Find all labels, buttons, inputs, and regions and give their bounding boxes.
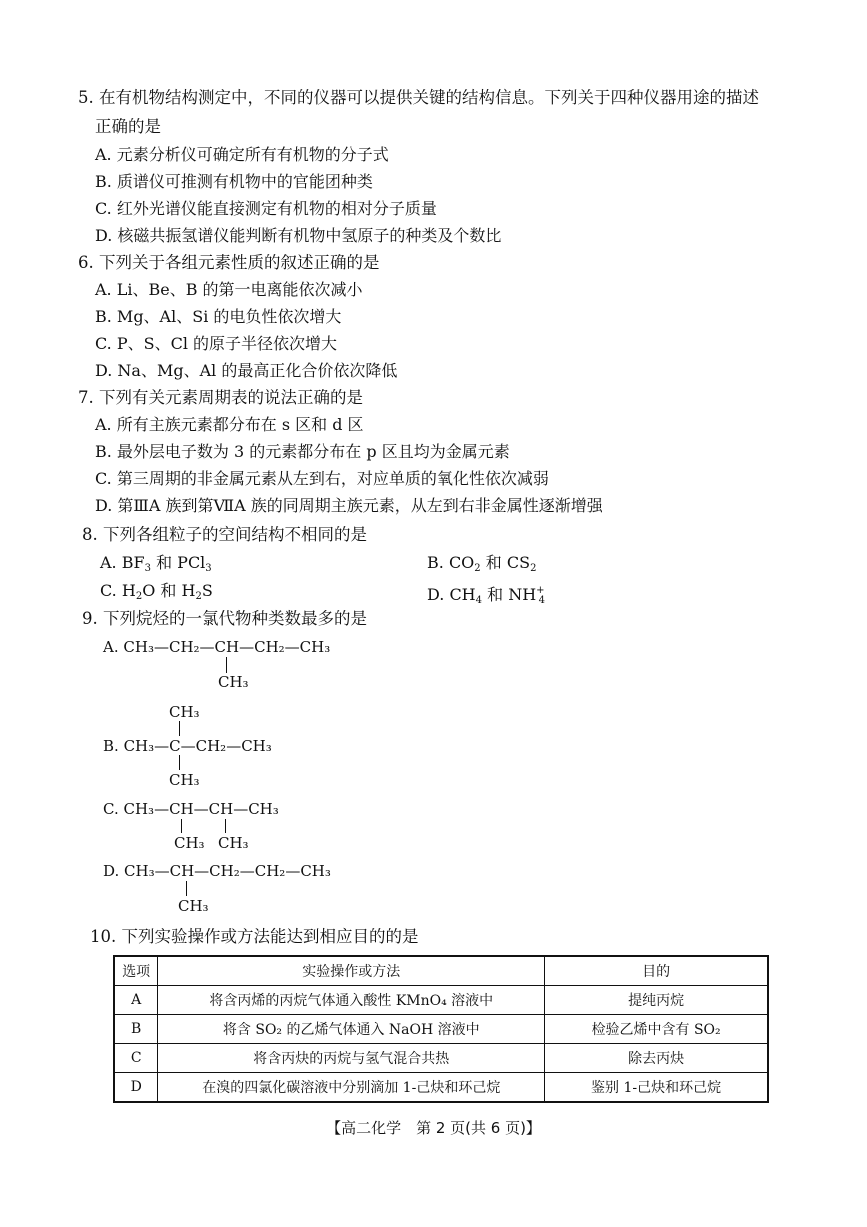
q5-option-d: D. 核磁共振氢谱仪能判断有机物中氢原子的种类及个数比 [95, 226, 502, 245]
row-purpose: 提纯丙烷 [545, 986, 768, 1015]
q6-option-a: A. Li、Be、B 的第一电离能依次减小 [95, 280, 363, 299]
q9-c-formula: C. CH₃—CH—CH—CH₃ [103, 800, 279, 818]
row-purpose: 检验乙烯中含有 SO₂ [545, 1015, 768, 1044]
row-option: B [114, 1015, 158, 1044]
q9-c-bond-2 [225, 819, 226, 833]
row-option: D [114, 1073, 158, 1103]
q8-option-b: B. $CO_2$ 和 $CS_2$ [427, 553, 537, 574]
q10-stem: 10. 下列实验操作或方法能达到相应目的的是 [90, 927, 419, 946]
q8-option-a: A. $BF_3$ 和 PCl$_3$ [100, 553, 212, 574]
q7-option-d: D. 第ⅢA 族到第ⅦA 族的同周期主族元素，从左到右非金属性逐渐增强 [95, 496, 603, 515]
row-option: C [114, 1044, 158, 1073]
q8-stem: 8. 下列各组粒子的空间结构不相同的是 [82, 525, 367, 544]
row-purpose: 除去丙炔 [545, 1044, 768, 1073]
q9-a-formula: A. CH₃—CH₂—CH—CH₂—CH₃ [103, 638, 331, 656]
row-method: 将含 SO₂ 的乙烯气体通入 NaOH 溶液中 [158, 1015, 545, 1044]
q9-b-bond-top [179, 721, 180, 736]
q7-option-a: A. 所有主族元素都分布在 s 区和 d 区 [95, 415, 364, 434]
header-purpose: 目的 [545, 956, 768, 986]
q5-option-c: C. 红外光谱仪能直接测定有机物的相对分子质量 [95, 199, 437, 218]
table-row [114, 986, 768, 1015]
q9-a-branch: CH₃ [218, 673, 249, 691]
q7-option-b: B. 最外层电子数为 3 的元素都分布在 p 区且均为金属元素 [95, 442, 510, 461]
q5-stem: 5. 在有机物结构测定中，不同的仪器可以提供关键的结构信息。下列关于四种仪器用途的描述 [78, 88, 759, 107]
q10-table [113, 955, 769, 1103]
row-method: 将含丙烯的丙烷气体通入酸性 KMnO₄ 溶液中 [158, 986, 545, 1015]
page-footer: 【高二化学 第 2 页(共 6 页)】 [326, 1119, 541, 1137]
q9-stem: 9. 下列烷烃的一氯代物种类数最多的是 [82, 609, 367, 628]
q5-option-b: B. 质谱仪可推测有机物中的官能团种类 [95, 172, 373, 191]
table-row [114, 1044, 768, 1073]
q6-stem: 6. 下列关于各组元素性质的叙述正确的是 [78, 253, 380, 272]
q9-d-bond [186, 881, 187, 896]
q5-option-a: A. 元素分析仪可确定所有有机物的分子式 [95, 145, 389, 164]
q7-option-c: C. 第三周期的非金属元素从左到右，对应单质的氧化性依次减弱 [95, 469, 549, 488]
q9-b-formula: B. CH₃—C—CH₂—CH₃ [103, 737, 272, 755]
q9-b-bottom: CH₃ [169, 771, 200, 789]
q6-option-c: C. P、S、Cl 的原子半径依次增大 [95, 334, 338, 353]
q9-d-formula: D. CH₃—CH—CH₂—CH₂—CH₃ [103, 862, 331, 880]
q6-option-b: B. Mg、Al、Si 的电负性依次增大 [95, 307, 342, 326]
q6-option-d: D. Na、Mg、Al 的最高正化合价依次降低 [95, 361, 398, 380]
row-method: 在溴的四氯化碳溶液中分别滴加 1-己炔和环己烷 [158, 1073, 545, 1103]
q9-b-bond-bottom [179, 755, 180, 770]
header-method: 实验操作或方法 [158, 956, 545, 986]
row-option: A [114, 986, 158, 1015]
q9-c-branch-1: CH₃ [174, 834, 205, 852]
table-row [114, 1015, 768, 1044]
row-method: 将含丙炔的丙烷与氢气混合共热 [158, 1044, 545, 1073]
q9-b-top: CH₃ [169, 703, 200, 721]
q9-c-branch-2: CH₃ [218, 834, 249, 852]
q9-d-branch: CH₃ [178, 897, 209, 915]
row-purpose: 鉴别 1-己炔和环己烷 [545, 1073, 768, 1103]
q8-option-c: C. $H_2O$ 和 $H_2S$ [100, 581, 213, 602]
table-row [114, 1073, 768, 1103]
q9-c-bond-1 [181, 819, 182, 833]
q8-option-d: D. $CH_4$ 和 $NH^+_4$ [427, 585, 545, 606]
q9-a-bond [226, 657, 227, 673]
q7-stem: 7. 下列有关元素周期表的说法正确的是 [78, 388, 363, 407]
q5-stem-cont: 正确的是 [95, 117, 161, 136]
table-header-row [114, 956, 768, 986]
header-option: 选项 [114, 956, 158, 986]
